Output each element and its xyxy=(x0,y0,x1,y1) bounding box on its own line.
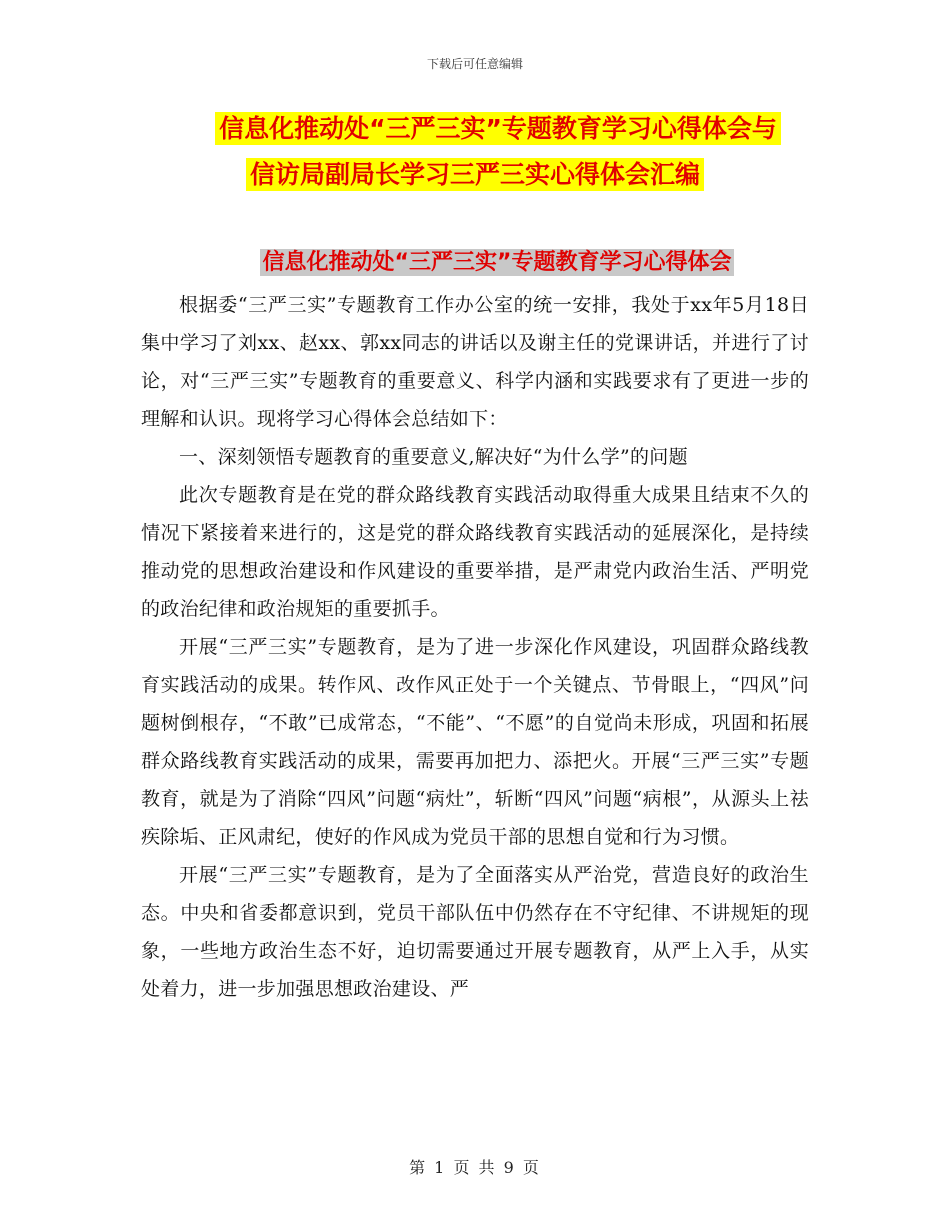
section-title-text: 信息化推动处“三严三实”专题教育学习心得体会 xyxy=(260,249,735,276)
document-title-line-2 xyxy=(0,158,950,192)
page-number: 第 1 页 共 9 页 xyxy=(409,1158,541,1177)
paragraph-2: 此次专题教育是在党的群众路线教育实践活动取得重大成果且结束不久的情况下紧接着来进行的，这是党的群众路线教育实践活动的延展深化，是持续推动党的思想政治建设和作风建设的重要举措，是严肃党内政治生活、严明党的政治纪律和政治规矩的重要抓手。 xyxy=(141,484,809,620)
paragraph-3: 开展“三严三实”专题教育，是为了进一步深化作风建设，巩固群众路线教育实践活动的成果。转作风、改作风正处于一个关键点、节骨眼上，“四风”问题树倒根存，“不敢”已成常态，“不能”、“不愿”的自觉尚未形成，巩固和拓展群众路线教育实践活动的成果，需要再加把力、添把火。开展“三严三实”专题教育，就是为了消除“四风”问题“病灶”，斩断“四风”问题“病根”，从源头上祛疾除垢、正风肃纪，使好的作风成为党员干部的思想自觉和行为习惯。 xyxy=(141,636,809,848)
paragraph-4: 开展“三严三实”专题教育，是为了全面落实从严治党，营造良好的政治生态。中央和省委都意识到，党员干部队伍中仍然存在不守纪律、不讲规矩的现象，一些地方政治生态不好，迫切需要通过开展专题教育，从严上入手，从实处着力，进一步加强思想政治建设、严 xyxy=(141,864,809,1000)
section-title xyxy=(0,248,950,278)
document-title-text-2: 信访局副局长学习三严三实心得体会汇编 xyxy=(246,158,704,191)
document-title-line-1 xyxy=(0,112,950,146)
paragraph-1: 根据委“三严三实”专题教育工作办公室的统一安排，我处于xx年5月18日集中学习了刘xx、赵xx、郭xx同志的讲话以及谢主任的党课讲话，并进行了讨论，对“三严三实”专题教育的重要意义、科学内涵和实践要求有了更进一步的理解和认识。现将学习心得体会总结如下： xyxy=(141,294,809,430)
document-title-text-1: 信息化推动处“三严三实”专题教育学习心得体会与 xyxy=(215,112,781,145)
body-text xyxy=(141,286,809,1008)
heading-1: 一、深刻领悟专题教育的重要意义,解决好“为什么学”的问题 xyxy=(179,446,688,468)
header-note: 下载后可任意编辑 xyxy=(426,57,523,71)
